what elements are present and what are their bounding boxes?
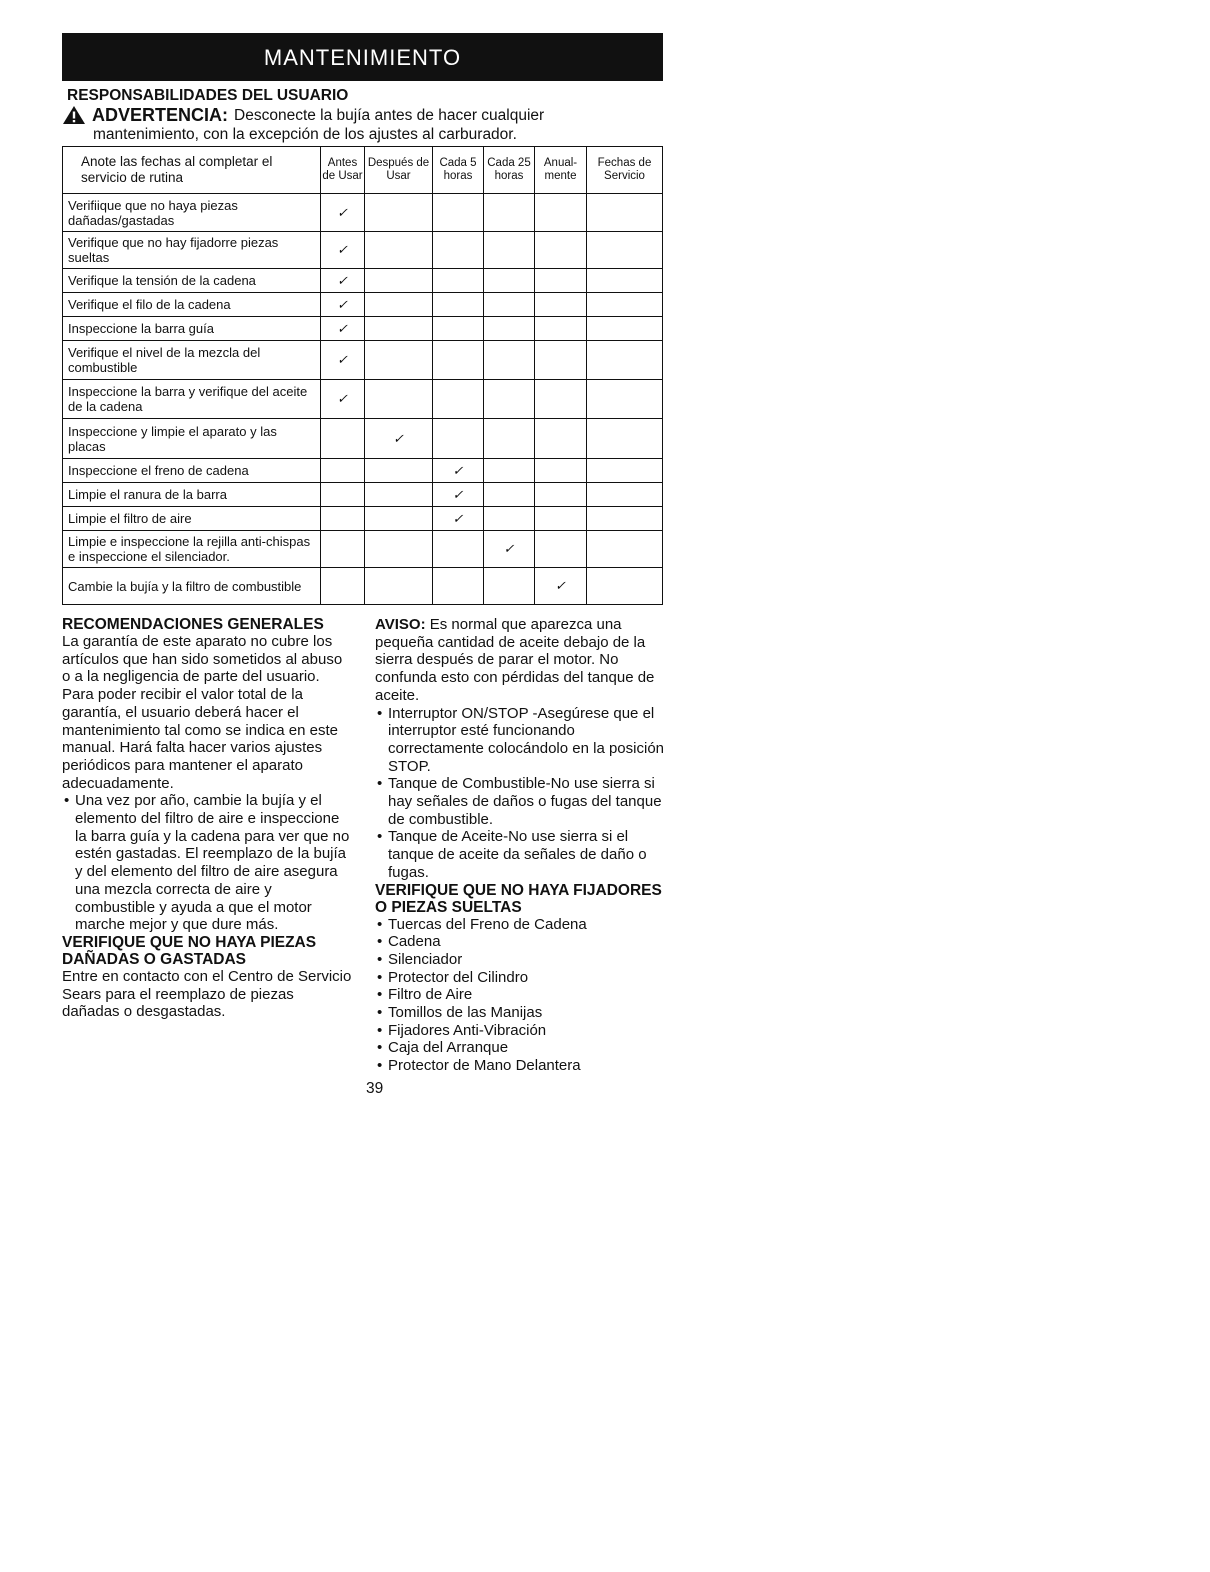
task-cell: Inspeccione la barra y verifique del aceite de la cadena bbox=[63, 380, 321, 419]
empty-cell bbox=[433, 194, 484, 232]
table-header-row bbox=[63, 147, 663, 194]
task-cell: Inspeccione el freno de cadena bbox=[63, 459, 321, 483]
task-cell: Inspeccione la barra guía bbox=[63, 317, 321, 341]
list-item: • Filtro de Aire bbox=[375, 986, 667, 1004]
empty-cell bbox=[484, 380, 535, 419]
check-mark-icon: ✓ bbox=[321, 293, 365, 317]
column-header: Después de Usar bbox=[365, 147, 433, 194]
check-mark-icon: ✓ bbox=[535, 568, 587, 605]
task-cell: Inspeccione y limpie el aparato y las placas bbox=[63, 419, 321, 459]
empty-cell bbox=[433, 269, 484, 293]
empty-cell bbox=[321, 568, 365, 605]
table-row bbox=[63, 507, 663, 531]
check-mark-icon: ✓ bbox=[433, 483, 484, 507]
list-item: • Una vez por año, cambie la bujía y el elemento del filtro de aire e inspeccione la barra guía y la cadena para ver que no estén gastadas. El reemplazo de la bujía y del elemento del filtro de aire asegura una mezcla correcta de aire y combustible y ayuda a que el motor marche mejor y que dure más. bbox=[62, 792, 352, 934]
maintenance-table bbox=[62, 146, 663, 605]
empty-cell bbox=[587, 531, 663, 568]
section-banner: MANTENIMIENTO bbox=[62, 33, 663, 81]
column-header: Cada 5 horas bbox=[433, 147, 484, 194]
notice-paragraph bbox=[375, 616, 667, 705]
column-header: Anual- mente bbox=[535, 147, 587, 194]
empty-cell bbox=[433, 531, 484, 568]
empty-cell bbox=[365, 459, 433, 483]
check-mark-icon: ✓ bbox=[321, 341, 365, 380]
list-item: • Silenciador bbox=[375, 951, 667, 969]
empty-cell bbox=[587, 232, 663, 269]
user-responsibilities-title: RESPONSABILIDADES DEL USUARIO bbox=[67, 87, 349, 104]
empty-cell bbox=[587, 341, 663, 380]
check-mark-icon: ✓ bbox=[433, 459, 484, 483]
empty-cell bbox=[484, 568, 535, 605]
task-cell: Verifique el nivel de la mezcla del combustible bbox=[63, 341, 321, 380]
empty-cell bbox=[433, 568, 484, 605]
empty-cell bbox=[535, 269, 587, 293]
empty-cell bbox=[535, 531, 587, 568]
empty-cell bbox=[535, 317, 587, 341]
empty-cell bbox=[587, 194, 663, 232]
table-row bbox=[63, 419, 663, 459]
general-recommendations-text: La garantía de este aparato no cubre los artículos que han sido sometidos al abuso o a la negligencia de parte del usuario. Para poder recibir el valor total de la garantía, el usuario deberá hacer el mantenimiento tal como se indica en este manual. Hará falta hacer varios ajustes periódicos para mantener el aparato adecuadamente. bbox=[62, 633, 343, 792]
empty-cell bbox=[433, 419, 484, 459]
empty-cell bbox=[587, 293, 663, 317]
empty-cell bbox=[587, 269, 663, 293]
damaged-parts-text: Entre en contacto con el Centro de Servicio Sears para el reemplazo de piezas dañadas o desgastadas. bbox=[62, 967, 352, 1021]
table-row bbox=[63, 317, 663, 341]
empty-cell bbox=[535, 507, 587, 531]
warning-text-line2: mantenimiento, con la excepción de los ajustes al carburador. bbox=[93, 126, 517, 143]
table-row bbox=[63, 269, 663, 293]
list-item: • Fijadores Anti-Vibración bbox=[375, 1022, 667, 1040]
right-column bbox=[375, 616, 667, 1075]
check-mark-icon: ✓ bbox=[321, 317, 365, 341]
empty-cell bbox=[484, 194, 535, 232]
table-row bbox=[63, 194, 663, 232]
empty-cell bbox=[484, 419, 535, 459]
empty-cell bbox=[484, 232, 535, 269]
task-header: Anote las fechas al completar el servicio de rutina bbox=[63, 147, 321, 194]
empty-cell bbox=[365, 507, 433, 531]
empty-cell bbox=[535, 194, 587, 232]
list-item: • Protector de Mano Delantera bbox=[375, 1057, 667, 1075]
check-mark-icon: ✓ bbox=[321, 269, 365, 293]
empty-cell bbox=[365, 380, 433, 419]
list-item: • Tuercas del Freno de Cadena bbox=[375, 916, 667, 934]
empty-cell bbox=[535, 380, 587, 419]
empty-cell bbox=[587, 483, 663, 507]
empty-cell bbox=[321, 531, 365, 568]
empty-cell bbox=[321, 459, 365, 483]
table-row bbox=[63, 568, 663, 605]
list-item: • Tomillos de las Manijas bbox=[375, 1004, 667, 1022]
empty-cell bbox=[433, 380, 484, 419]
damaged-parts-title: VERIFIQUE QUE NO HAYA PIEZAS DAÑADAS O GASTADAS bbox=[62, 933, 317, 968]
task-cell: Cambie la bujía y la filtro de combustible bbox=[63, 568, 321, 605]
empty-cell bbox=[535, 419, 587, 459]
empty-cell bbox=[484, 459, 535, 483]
check-mark-icon: ✓ bbox=[321, 232, 365, 269]
empty-cell bbox=[535, 459, 587, 483]
task-cell: Limpie el ranura de la barra bbox=[63, 483, 321, 507]
task-cell: Verifique el filo de la cadena bbox=[63, 293, 321, 317]
empty-cell bbox=[484, 483, 535, 507]
check-mark-icon: ✓ bbox=[321, 194, 365, 232]
check-mark-icon: ✓ bbox=[484, 531, 535, 568]
empty-cell bbox=[484, 507, 535, 531]
empty-cell bbox=[321, 507, 365, 531]
empty-cell bbox=[321, 483, 365, 507]
task-cell: Limpie e inspeccione la rejilla anti-chispas e inspeccione el silenciador. bbox=[63, 531, 321, 568]
page-number: 39 bbox=[366, 1080, 384, 1097]
empty-cell bbox=[587, 419, 663, 459]
empty-cell bbox=[484, 341, 535, 380]
empty-cell bbox=[365, 317, 433, 341]
empty-cell bbox=[587, 507, 663, 531]
check-mark-icon: ✓ bbox=[365, 419, 433, 459]
empty-cell bbox=[365, 568, 433, 605]
empty-cell bbox=[535, 232, 587, 269]
empty-cell bbox=[365, 293, 433, 317]
empty-cell bbox=[484, 293, 535, 317]
column-header: Fechas de Servicio bbox=[587, 147, 663, 194]
task-cell: Verifiique que no haya piezas dañadas/gastadas bbox=[63, 194, 321, 232]
empty-cell bbox=[535, 341, 587, 380]
warning-label: ADVERTENCIA: bbox=[92, 104, 229, 125]
table-row bbox=[63, 341, 663, 380]
empty-cell bbox=[365, 341, 433, 380]
empty-cell bbox=[433, 293, 484, 317]
empty-cell bbox=[433, 341, 484, 380]
check-mark-icon: ✓ bbox=[433, 507, 484, 531]
empty-cell bbox=[535, 293, 587, 317]
loose-parts-title: VERIFIQUE QUE NO HAYA FIJADORES O PIEZAS SUELTAS bbox=[375, 881, 662, 916]
empty-cell bbox=[587, 459, 663, 483]
list-item: • Protector del Cilindro bbox=[375, 969, 667, 987]
empty-cell bbox=[587, 317, 663, 341]
table-row bbox=[63, 459, 663, 483]
empty-cell bbox=[321, 419, 365, 459]
empty-cell bbox=[365, 194, 433, 232]
table-row bbox=[63, 531, 663, 568]
table-row bbox=[63, 380, 663, 419]
notice-label: AVISO: bbox=[375, 616, 426, 633]
empty-cell bbox=[365, 531, 433, 568]
empty-cell bbox=[484, 317, 535, 341]
column-header: Cada 25 horas bbox=[484, 147, 535, 194]
table-row bbox=[63, 293, 663, 317]
check-mark-icon: ✓ bbox=[321, 380, 365, 419]
empty-cell bbox=[433, 317, 484, 341]
list-item: • Tanque de Aceite-No use sierra si el tanque de aceite da señales de daño o fugas. bbox=[375, 828, 667, 881]
table-row bbox=[63, 483, 663, 507]
task-cell: Verifique que no hay fijadorre piezas sueltas bbox=[63, 232, 321, 269]
empty-cell bbox=[587, 380, 663, 419]
empty-cell bbox=[484, 269, 535, 293]
list-item: • Cadena bbox=[375, 933, 667, 951]
empty-cell bbox=[587, 568, 663, 605]
warning-triangle-icon bbox=[62, 105, 86, 125]
list-item: • Interruptor ON/STOP -Asegúrese que el interruptor esté funcionando correctamente colocándolo en la posición STOP. bbox=[375, 705, 667, 776]
list-item: • Tanque de Combustible-No use sierra si hay señales de daños o fugas del tanque de combustible. bbox=[375, 775, 667, 828]
left-column bbox=[62, 616, 352, 1021]
empty-cell bbox=[535, 483, 587, 507]
empty-cell bbox=[433, 232, 484, 269]
warning-block bbox=[62, 105, 662, 144]
task-cell: Limpie el filtro de aire bbox=[63, 507, 321, 531]
column-header: Antes de Usar bbox=[321, 147, 365, 194]
empty-cell bbox=[365, 483, 433, 507]
empty-cell bbox=[365, 232, 433, 269]
task-cell: Verifique la tensión de la cadena bbox=[63, 269, 321, 293]
general-recommendations-title: RECOMENDACIONES GENERALES bbox=[62, 616, 324, 633]
warning-text-line1: Desconecte la bujía antes de hacer cualquier bbox=[234, 106, 545, 124]
empty-cell bbox=[365, 269, 433, 293]
table-row bbox=[63, 232, 663, 269]
notice-text: Es normal que aparezca una pequeña cantidad de aceite debajo de la sierra después de parar el motor. No confunda esto con pérdidas del tanque de aceite. bbox=[375, 616, 655, 704]
list-item: • Caja del Arranque bbox=[375, 1039, 667, 1057]
